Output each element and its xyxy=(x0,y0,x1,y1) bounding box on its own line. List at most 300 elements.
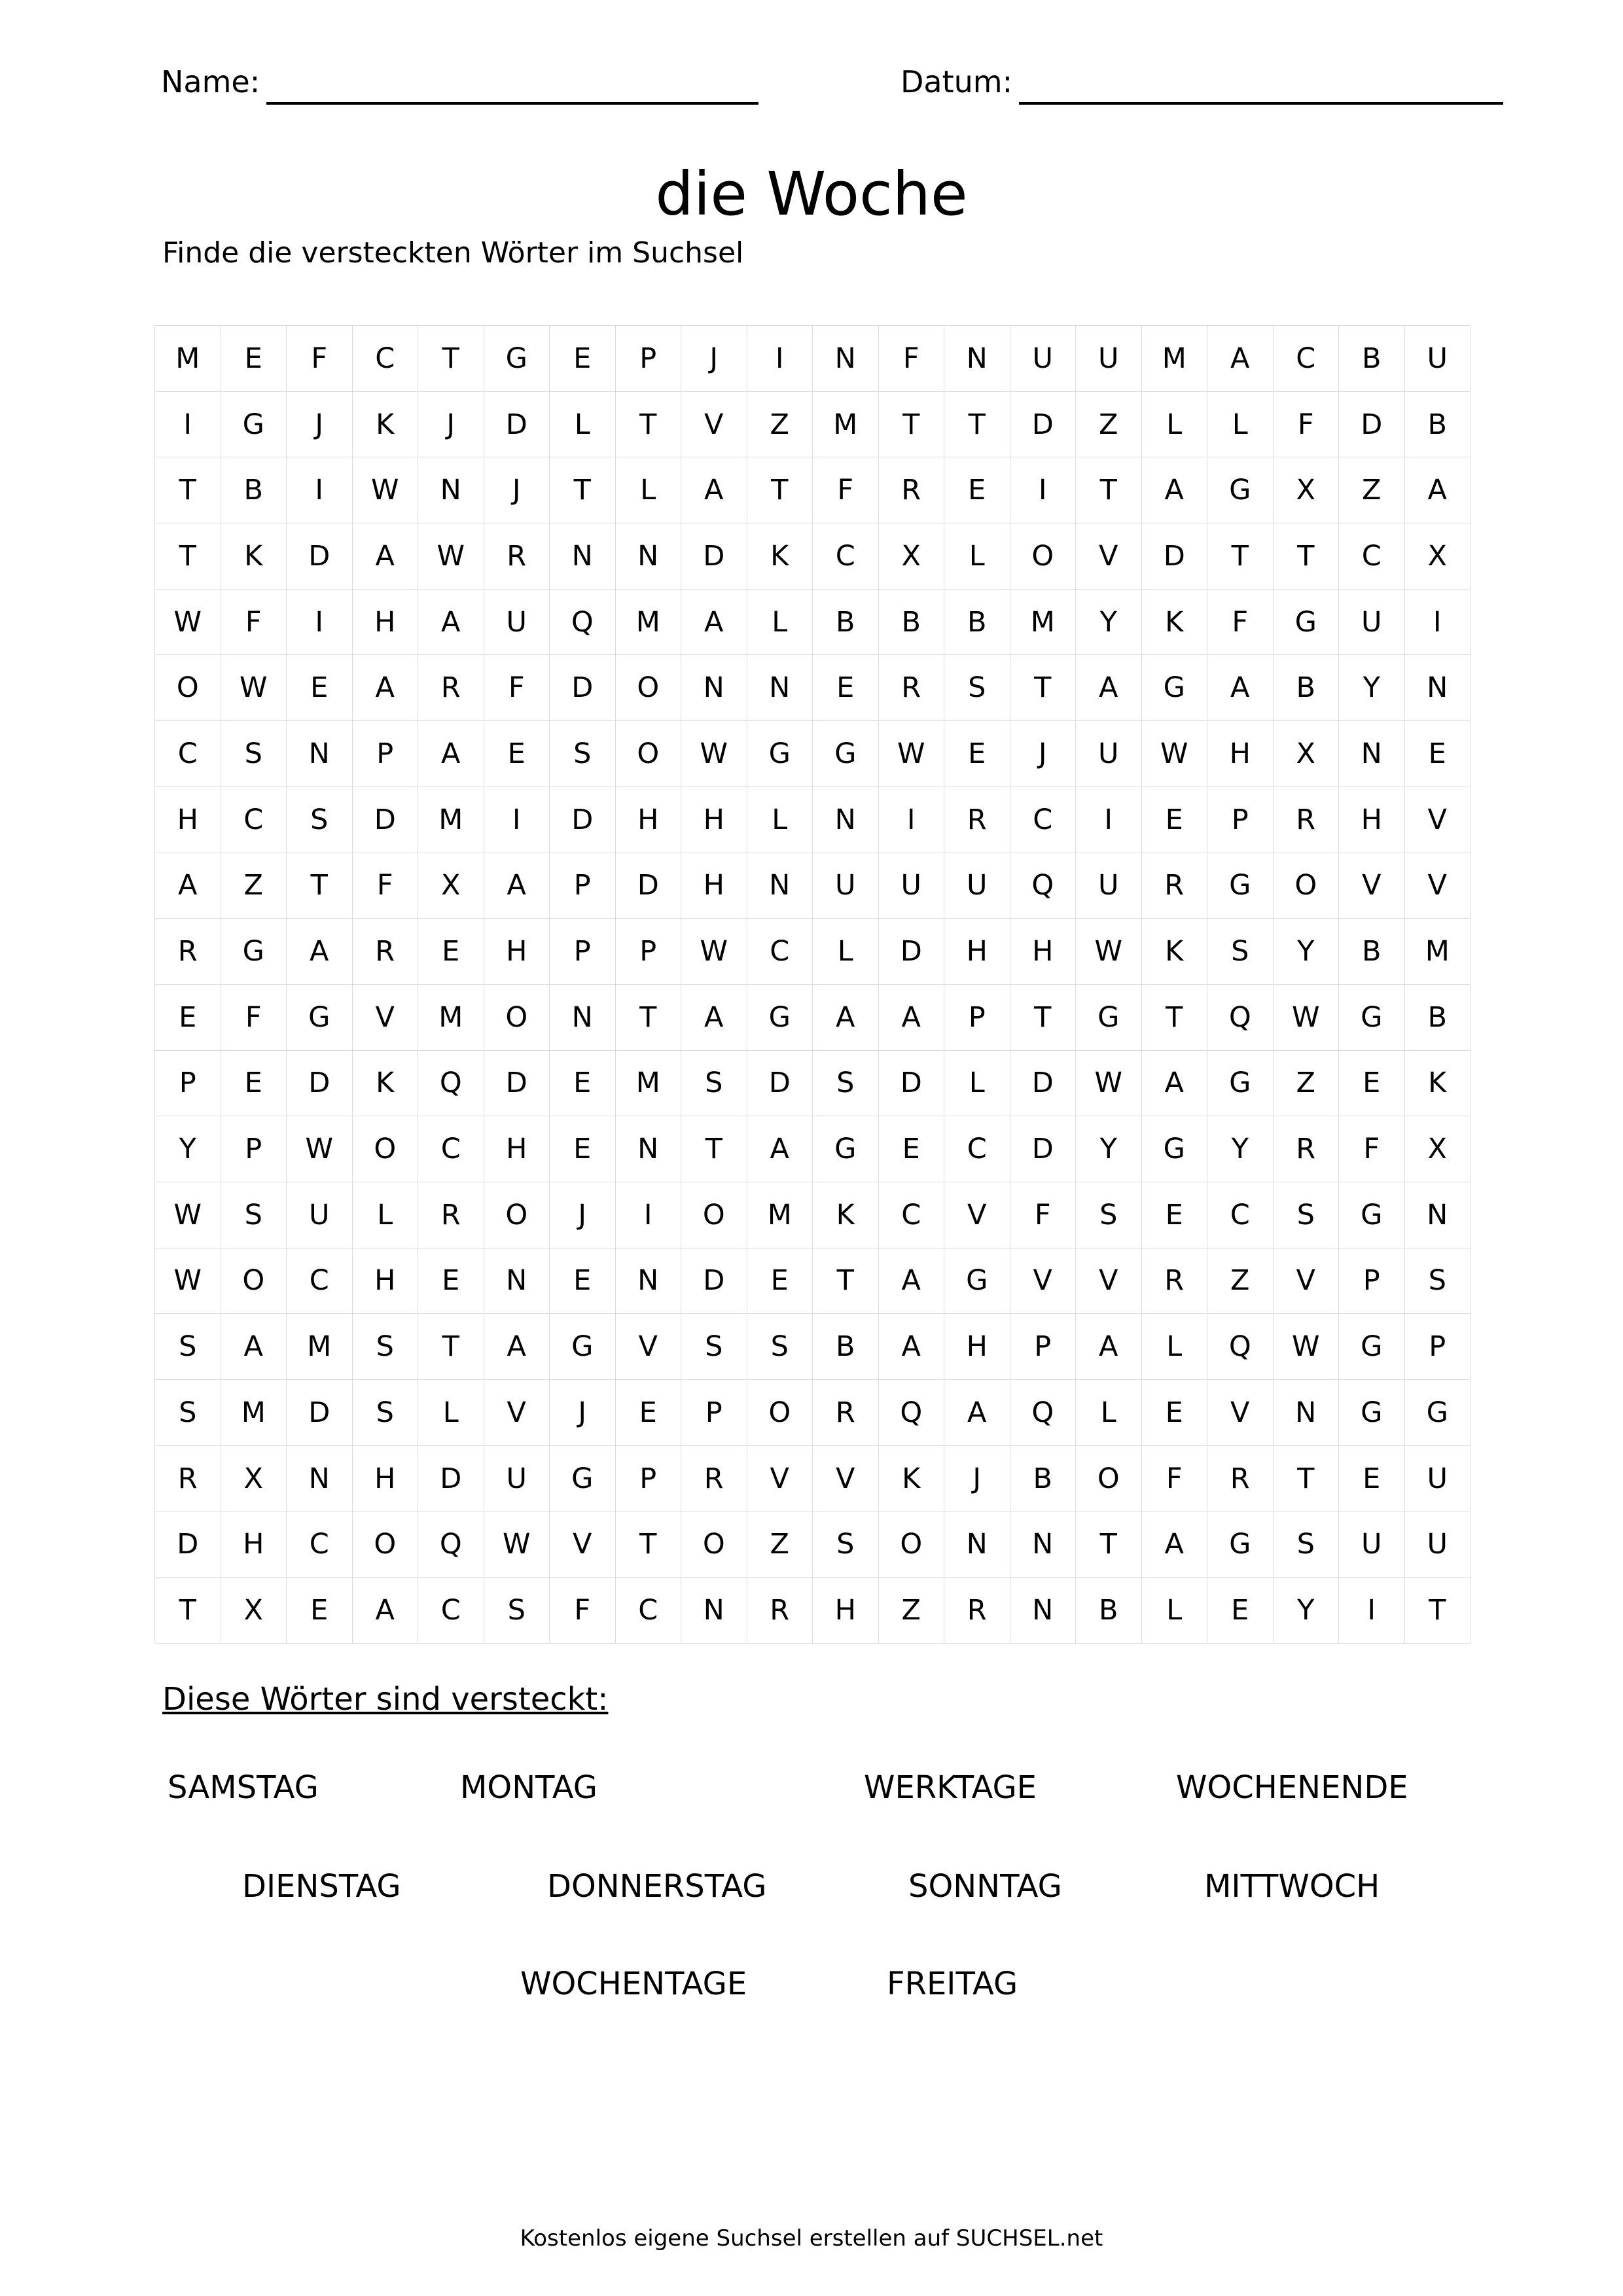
grid-cell[interactable]: P xyxy=(550,853,616,919)
grid-cell[interactable]: R xyxy=(878,655,944,721)
grid-cell[interactable]: M xyxy=(1010,589,1076,655)
grid-cell[interactable]: B xyxy=(1339,919,1405,985)
grid-cell[interactable]: D xyxy=(418,1445,484,1511)
grid-cell[interactable]: C xyxy=(1339,523,1405,590)
grid-cell[interactable]: Y xyxy=(155,1116,221,1182)
grid-cell[interactable]: W xyxy=(1076,919,1142,985)
grid-cell[interactable]: U xyxy=(1404,1445,1471,1511)
grid-cell[interactable]: F xyxy=(287,326,353,392)
grid-cell[interactable]: T xyxy=(1076,1511,1142,1578)
grid-cell[interactable]: G xyxy=(944,1248,1010,1314)
grid-cell[interactable]: X xyxy=(1273,457,1339,523)
grid-cell[interactable]: T xyxy=(418,1314,484,1380)
grid-cell[interactable]: G xyxy=(550,1314,616,1380)
grid-cell[interactable]: B xyxy=(1404,391,1471,457)
grid-cell[interactable]: K xyxy=(1404,1050,1471,1116)
grid-cell[interactable]: R xyxy=(155,919,221,985)
grid-cell[interactable]: M xyxy=(287,1314,353,1380)
grid-cell[interactable]: A xyxy=(1207,655,1274,721)
grid-cell[interactable]: E xyxy=(484,721,550,787)
grid-cell[interactable]: V xyxy=(1207,1380,1274,1446)
grid-cell[interactable]: C xyxy=(747,919,813,985)
grid-cell[interactable]: K xyxy=(1141,919,1207,985)
grid-cell[interactable]: T xyxy=(1273,1445,1339,1511)
grid-cell[interactable]: U xyxy=(1404,1511,1471,1578)
grid-cell[interactable]: L xyxy=(1076,1380,1142,1446)
grid-cell[interactable]: Y xyxy=(1273,1578,1339,1644)
grid-cell[interactable]: A xyxy=(352,655,418,721)
grid-cell[interactable]: N xyxy=(418,457,484,523)
grid-cell[interactable]: R xyxy=(418,1182,484,1248)
grid-cell[interactable]: D xyxy=(615,853,681,919)
grid-cell[interactable]: E xyxy=(287,1578,353,1644)
grid-cell[interactable]: K xyxy=(1141,589,1207,655)
grid-cell[interactable]: N xyxy=(615,1248,681,1314)
grid-cell[interactable]: G xyxy=(1207,1511,1274,1578)
grid-cell[interactable]: X xyxy=(1404,1116,1471,1182)
grid-cell[interactable]: W xyxy=(155,589,221,655)
grid-cell[interactable]: X xyxy=(221,1445,287,1511)
grid-cell[interactable]: K xyxy=(352,391,418,457)
grid-cell[interactable]: J xyxy=(287,391,353,457)
grid-cell[interactable]: O xyxy=(1076,1445,1142,1511)
grid-cell[interactable]: A xyxy=(1141,457,1207,523)
grid-cell[interactable]: H xyxy=(1010,919,1076,985)
grid-cell[interactable]: T xyxy=(1141,984,1207,1050)
grid-cell[interactable]: Q xyxy=(418,1511,484,1578)
grid-cell[interactable]: Q xyxy=(1010,1380,1076,1446)
grid-cell[interactable]: G xyxy=(1339,1380,1405,1446)
grid-cell[interactable]: L xyxy=(747,589,813,655)
grid-cell[interactable]: P xyxy=(681,1380,747,1446)
grid-cell[interactable]: I xyxy=(155,391,221,457)
grid-cell[interactable]: C xyxy=(221,786,287,853)
grid-cell[interactable]: F xyxy=(550,1578,616,1644)
grid-cell[interactable]: A xyxy=(418,721,484,787)
grid-cell[interactable]: V xyxy=(1076,1248,1142,1314)
grid-cell[interactable]: E xyxy=(1141,786,1207,853)
grid-cell[interactable]: O xyxy=(221,1248,287,1314)
grid-cell[interactable]: M xyxy=(155,326,221,392)
grid-cell[interactable]: O xyxy=(352,1511,418,1578)
grid-cell[interactable]: D xyxy=(352,786,418,853)
grid-cell[interactable]: N xyxy=(550,984,616,1050)
grid-cell[interactable]: O xyxy=(615,655,681,721)
grid-cell[interactable]: G xyxy=(1404,1380,1471,1446)
grid-cell[interactable]: H xyxy=(352,1248,418,1314)
grid-cell[interactable]: D xyxy=(550,786,616,853)
grid-cell[interactable]: Z xyxy=(878,1578,944,1644)
grid-cell[interactable]: C xyxy=(418,1578,484,1644)
grid-cell[interactable]: U xyxy=(1076,853,1142,919)
grid-cell[interactable]: U xyxy=(1339,1511,1405,1578)
grid-cell[interactable]: N xyxy=(1339,721,1405,787)
grid-cell[interactable]: F xyxy=(1273,391,1339,457)
grid-cell[interactable]: B xyxy=(1076,1578,1142,1644)
grid-cell[interactable]: R xyxy=(1141,1248,1207,1314)
grid-cell[interactable]: W xyxy=(1273,1314,1339,1380)
grid-cell[interactable]: T xyxy=(747,457,813,523)
grid-cell[interactable]: A xyxy=(1076,655,1142,721)
grid-cell[interactable]: S xyxy=(155,1314,221,1380)
grid-cell[interactable]: Z xyxy=(221,853,287,919)
grid-cell[interactable]: U xyxy=(1076,721,1142,787)
grid-cell[interactable]: A xyxy=(681,589,747,655)
grid-cell[interactable]: H xyxy=(352,1445,418,1511)
grid-cell[interactable]: F xyxy=(484,655,550,721)
grid-cell[interactable]: G xyxy=(747,984,813,1050)
grid-cell[interactable]: U xyxy=(1404,326,1471,392)
grid-cell[interactable]: S xyxy=(1273,1182,1339,1248)
grid-cell[interactable]: B xyxy=(221,457,287,523)
grid-cell[interactable]: R xyxy=(813,1380,879,1446)
grid-cell[interactable]: X xyxy=(221,1578,287,1644)
grid-cell[interactable]: A xyxy=(352,1578,418,1644)
grid-cell[interactable]: T xyxy=(615,1511,681,1578)
grid-cell[interactable]: C xyxy=(615,1578,681,1644)
grid-cell[interactable]: S xyxy=(813,1511,879,1578)
grid-cell[interactable]: B xyxy=(813,589,879,655)
grid-cell[interactable]: A xyxy=(681,984,747,1050)
grid-cell[interactable]: T xyxy=(418,326,484,392)
grid-cell[interactable]: E xyxy=(1207,1578,1274,1644)
grid-cell[interactable]: X xyxy=(878,523,944,590)
grid-cell[interactable]: T xyxy=(1404,1578,1471,1644)
grid-cell[interactable]: G xyxy=(1141,1116,1207,1182)
grid-cell[interactable]: N xyxy=(681,1578,747,1644)
grid-cell[interactable]: D xyxy=(1010,1050,1076,1116)
grid-cell[interactable]: L xyxy=(550,391,616,457)
grid-cell[interactable]: I xyxy=(1404,589,1471,655)
grid-cell[interactable]: E xyxy=(418,919,484,985)
grid-cell[interactable]: H xyxy=(615,786,681,853)
grid-cell[interactable]: Y xyxy=(1339,655,1405,721)
grid-cell[interactable]: J xyxy=(550,1182,616,1248)
grid-cell[interactable]: Q xyxy=(1010,853,1076,919)
grid-cell[interactable]: V xyxy=(1339,853,1405,919)
grid-cell[interactable]: U xyxy=(944,853,1010,919)
grid-cell[interactable]: V xyxy=(1010,1248,1076,1314)
grid-cell[interactable]: W xyxy=(155,1248,221,1314)
grid-cell[interactable]: B xyxy=(1339,326,1405,392)
grid-cell[interactable]: G xyxy=(1207,1050,1274,1116)
grid-cell[interactable]: K xyxy=(747,523,813,590)
grid-cell[interactable]: M xyxy=(1404,919,1471,985)
grid-cell[interactable]: W xyxy=(352,457,418,523)
grid-cell[interactable]: D xyxy=(878,919,944,985)
grid-cell[interactable]: H xyxy=(221,1511,287,1578)
grid-cell[interactable]: N xyxy=(747,853,813,919)
grid-cell[interactable]: E xyxy=(550,1050,616,1116)
grid-cell[interactable]: E xyxy=(615,1380,681,1446)
grid-cell[interactable]: V xyxy=(615,1314,681,1380)
grid-cell[interactable]: P xyxy=(221,1116,287,1182)
grid-cell[interactable]: M xyxy=(221,1380,287,1446)
grid-cell[interactable]: A xyxy=(287,919,353,985)
grid-cell[interactable]: A xyxy=(352,523,418,590)
grid-cell[interactable]: R xyxy=(1273,1116,1339,1182)
grid-cell[interactable]: S xyxy=(221,1182,287,1248)
grid-cell[interactable]: A xyxy=(221,1314,287,1380)
grid-cell[interactable]: S xyxy=(747,1314,813,1380)
grid-cell[interactable]: I xyxy=(484,786,550,853)
grid-cell[interactable]: D xyxy=(1010,1116,1076,1182)
grid-cell[interactable]: T xyxy=(155,457,221,523)
grid-cell[interactable]: O xyxy=(747,1380,813,1446)
grid-cell[interactable]: A xyxy=(1207,326,1274,392)
grid-cell[interactable]: S xyxy=(221,721,287,787)
grid-cell[interactable]: G xyxy=(1339,1182,1405,1248)
grid-cell[interactable]: X xyxy=(1404,523,1471,590)
grid-cell[interactable]: D xyxy=(1010,391,1076,457)
grid-cell[interactable]: B xyxy=(878,589,944,655)
grid-cell[interactable]: E xyxy=(944,457,1010,523)
grid-cell[interactable]: F xyxy=(352,853,418,919)
grid-cell[interactable]: D xyxy=(484,1050,550,1116)
grid-cell[interactable]: J xyxy=(944,1445,1010,1511)
grid-cell[interactable]: V xyxy=(1404,853,1471,919)
grid-cell[interactable]: M xyxy=(1141,326,1207,392)
grid-cell[interactable]: M xyxy=(418,984,484,1050)
grid-cell[interactable]: G xyxy=(1141,655,1207,721)
grid-cell[interactable]: N xyxy=(484,1248,550,1314)
grid-cell[interactable]: A xyxy=(681,457,747,523)
grid-cell[interactable]: Z xyxy=(1207,1248,1274,1314)
grid-cell[interactable]: S xyxy=(813,1050,879,1116)
grid-cell[interactable]: U xyxy=(1076,326,1142,392)
grid-cell[interactable]: A xyxy=(155,853,221,919)
grid-cell[interactable]: W xyxy=(1076,1050,1142,1116)
grid-cell[interactable]: N xyxy=(747,655,813,721)
grid-cell[interactable]: R xyxy=(944,786,1010,853)
grid-cell[interactable]: D xyxy=(287,523,353,590)
grid-cell[interactable]: P xyxy=(944,984,1010,1050)
grid-cell[interactable]: A xyxy=(484,1314,550,1380)
grid-cell[interactable]: S xyxy=(352,1314,418,1380)
grid-cell[interactable]: T xyxy=(1010,655,1076,721)
grid-cell[interactable]: M xyxy=(615,589,681,655)
grid-cell[interactable]: E xyxy=(747,1248,813,1314)
grid-cell[interactable]: N xyxy=(681,655,747,721)
grid-cell[interactable]: T xyxy=(944,391,1010,457)
grid-cell[interactable]: E xyxy=(944,721,1010,787)
grid-cell[interactable]: G xyxy=(550,1445,616,1511)
grid-cell[interactable]: U xyxy=(484,589,550,655)
grid-cell[interactable]: L xyxy=(813,919,879,985)
grid-cell[interactable]: S xyxy=(681,1314,747,1380)
grid-cell[interactable]: V xyxy=(747,1445,813,1511)
grid-cell[interactable]: C xyxy=(1273,326,1339,392)
grid-cell[interactable]: M xyxy=(418,786,484,853)
grid-cell[interactable]: K xyxy=(221,523,287,590)
grid-cell[interactable]: C xyxy=(944,1116,1010,1182)
grid-cell[interactable]: S xyxy=(287,786,353,853)
grid-cell[interactable]: D xyxy=(484,391,550,457)
grid-cell[interactable]: D xyxy=(287,1380,353,1446)
grid-cell[interactable]: S xyxy=(1207,919,1274,985)
grid-cell[interactable]: G xyxy=(1207,853,1274,919)
grid-cell[interactable]: V xyxy=(944,1182,1010,1248)
grid-cell[interactable]: D xyxy=(155,1511,221,1578)
grid-cell[interactable]: W xyxy=(484,1511,550,1578)
grid-cell[interactable]: E xyxy=(550,1248,616,1314)
grid-cell[interactable]: G xyxy=(1339,1314,1405,1380)
name-line[interactable] xyxy=(266,67,758,105)
grid-cell[interactable]: N xyxy=(813,786,879,853)
grid-cell[interactable]: N xyxy=(550,523,616,590)
grid-cell[interactable]: H xyxy=(944,1314,1010,1380)
grid-cell[interactable]: R xyxy=(944,1578,1010,1644)
grid-cell[interactable]: G xyxy=(747,721,813,787)
grid-cell[interactable]: T xyxy=(813,1248,879,1314)
grid-cell[interactable]: I xyxy=(287,589,353,655)
grid-cell[interactable]: J xyxy=(418,391,484,457)
grid-cell[interactable]: K xyxy=(878,1445,944,1511)
grid-cell[interactable]: N xyxy=(944,1511,1010,1578)
grid-cell[interactable]: N xyxy=(287,721,353,787)
grid-cell[interactable]: Q xyxy=(1207,1314,1274,1380)
grid-cell[interactable]: O xyxy=(878,1511,944,1578)
grid-cell[interactable]: I xyxy=(287,457,353,523)
grid-cell[interactable]: D xyxy=(1339,391,1405,457)
grid-cell[interactable]: O xyxy=(1010,523,1076,590)
grid-cell[interactable]: P xyxy=(615,1445,681,1511)
grid-cell[interactable]: E xyxy=(878,1116,944,1182)
grid-cell[interactable]: F xyxy=(1207,589,1274,655)
grid-cell[interactable]: W xyxy=(155,1182,221,1248)
grid-cell[interactable]: G xyxy=(484,326,550,392)
grid-cell[interactable]: L xyxy=(352,1182,418,1248)
grid-cell[interactable]: R xyxy=(418,655,484,721)
grid-cell[interactable]: R xyxy=(747,1578,813,1644)
grid-cell[interactable]: W xyxy=(418,523,484,590)
grid-cell[interactable]: K xyxy=(352,1050,418,1116)
grid-cell[interactable]: W xyxy=(221,655,287,721)
grid-cell[interactable]: V xyxy=(813,1445,879,1511)
grid-cell[interactable]: L xyxy=(747,786,813,853)
grid-cell[interactable]: F xyxy=(221,589,287,655)
grid-cell[interactable]: R xyxy=(681,1445,747,1511)
grid-cell[interactable]: H xyxy=(1207,721,1274,787)
grid-cell[interactable]: V xyxy=(352,984,418,1050)
grid-cell[interactable]: T xyxy=(1273,523,1339,590)
grid-cell[interactable]: U xyxy=(813,853,879,919)
grid-cell[interactable]: Y xyxy=(1076,1116,1142,1182)
grid-cell[interactable]: P xyxy=(550,919,616,985)
grid-cell[interactable]: D xyxy=(681,523,747,590)
grid-cell[interactable]: O xyxy=(484,984,550,1050)
grid-cell[interactable]: U xyxy=(1010,326,1076,392)
grid-cell[interactable]: E xyxy=(550,1116,616,1182)
grid-cell[interactable]: Z xyxy=(747,1511,813,1578)
grid-cell[interactable]: P xyxy=(1010,1314,1076,1380)
grid-cell[interactable]: N xyxy=(615,1116,681,1182)
grid-cell[interactable]: C xyxy=(418,1116,484,1182)
grid-cell[interactable]: R xyxy=(878,457,944,523)
grid-cell[interactable]: A xyxy=(1141,1511,1207,1578)
grid-cell[interactable]: T xyxy=(550,457,616,523)
grid-cell[interactable]: P xyxy=(615,919,681,985)
grid-cell[interactable]: H xyxy=(155,786,221,853)
grid-cell[interactable]: J xyxy=(484,457,550,523)
grid-cell[interactable]: V xyxy=(484,1380,550,1446)
grid-cell[interactable]: W xyxy=(1273,984,1339,1050)
grid-cell[interactable]: B xyxy=(1404,984,1471,1050)
grid-cell[interactable]: W xyxy=(1141,721,1207,787)
grid-cell[interactable]: T xyxy=(1010,984,1076,1050)
grid-cell[interactable]: O xyxy=(681,1182,747,1248)
grid-cell[interactable]: E xyxy=(1404,721,1471,787)
grid-cell[interactable]: T xyxy=(287,853,353,919)
grid-cell[interactable]: S xyxy=(681,1050,747,1116)
grid-cell[interactable]: N xyxy=(1010,1511,1076,1578)
grid-cell[interactable]: D xyxy=(1141,523,1207,590)
grid-cell[interactable]: L xyxy=(944,523,1010,590)
grid-cell[interactable]: B xyxy=(1010,1445,1076,1511)
grid-cell[interactable]: Z xyxy=(1339,457,1405,523)
grid-cell[interactable]: C xyxy=(155,721,221,787)
grid-cell[interactable]: U xyxy=(878,853,944,919)
grid-cell[interactable]: P xyxy=(155,1050,221,1116)
grid-cell[interactable]: I xyxy=(1010,457,1076,523)
grid-cell[interactable]: P xyxy=(1404,1314,1471,1380)
grid-cell[interactable]: X xyxy=(418,853,484,919)
grid-cell[interactable]: S xyxy=(155,1380,221,1446)
grid-cell[interactable]: F xyxy=(813,457,879,523)
grid-cell[interactable]: A xyxy=(1141,1050,1207,1116)
grid-cell[interactable]: H xyxy=(484,1116,550,1182)
grid-cell[interactable]: D xyxy=(681,1248,747,1314)
grid-cell[interactable]: O xyxy=(615,721,681,787)
grid-cell[interactable]: Z xyxy=(1076,391,1142,457)
grid-cell[interactable]: H xyxy=(1339,786,1405,853)
grid-cell[interactable]: Q xyxy=(1207,984,1274,1050)
grid-cell[interactable]: B xyxy=(1273,655,1339,721)
grid-cell[interactable]: N xyxy=(1404,655,1471,721)
grid-cell[interactable]: L xyxy=(1141,1578,1207,1644)
grid-cell[interactable]: I xyxy=(878,786,944,853)
grid-cell[interactable]: A xyxy=(878,1248,944,1314)
grid-cell[interactable]: F xyxy=(1339,1116,1405,1182)
grid-cell[interactable]: E xyxy=(1339,1445,1405,1511)
grid-cell[interactable]: E xyxy=(155,984,221,1050)
grid-cell[interactable]: F xyxy=(878,326,944,392)
grid-cell[interactable]: S xyxy=(1076,1182,1142,1248)
grid-cell[interactable]: P xyxy=(1339,1248,1405,1314)
grid-cell[interactable]: E xyxy=(1339,1050,1405,1116)
grid-cell[interactable]: L xyxy=(1141,391,1207,457)
grid-cell[interactable]: I xyxy=(615,1182,681,1248)
grid-cell[interactable]: T xyxy=(155,1578,221,1644)
grid-cell[interactable]: A xyxy=(1404,457,1471,523)
grid-cell[interactable]: V xyxy=(681,391,747,457)
grid-cell[interactable]: N xyxy=(615,523,681,590)
grid-cell[interactable]: Q xyxy=(550,589,616,655)
grid-cell[interactable]: U xyxy=(1339,589,1405,655)
grid-cell[interactable]: L xyxy=(418,1380,484,1446)
grid-cell[interactable]: O xyxy=(1273,853,1339,919)
grid-cell[interactable]: C xyxy=(813,523,879,590)
grid-cell[interactable]: A xyxy=(747,1116,813,1182)
grid-cell[interactable]: H xyxy=(944,919,1010,985)
grid-cell[interactable]: Z xyxy=(1273,1050,1339,1116)
grid-cell[interactable]: R xyxy=(1207,1445,1274,1511)
grid-cell[interactable]: C xyxy=(878,1182,944,1248)
grid-cell[interactable]: A xyxy=(813,984,879,1050)
grid-cell[interactable]: G xyxy=(1273,589,1339,655)
grid-cell[interactable]: B xyxy=(944,589,1010,655)
grid-cell[interactable]: H xyxy=(681,786,747,853)
